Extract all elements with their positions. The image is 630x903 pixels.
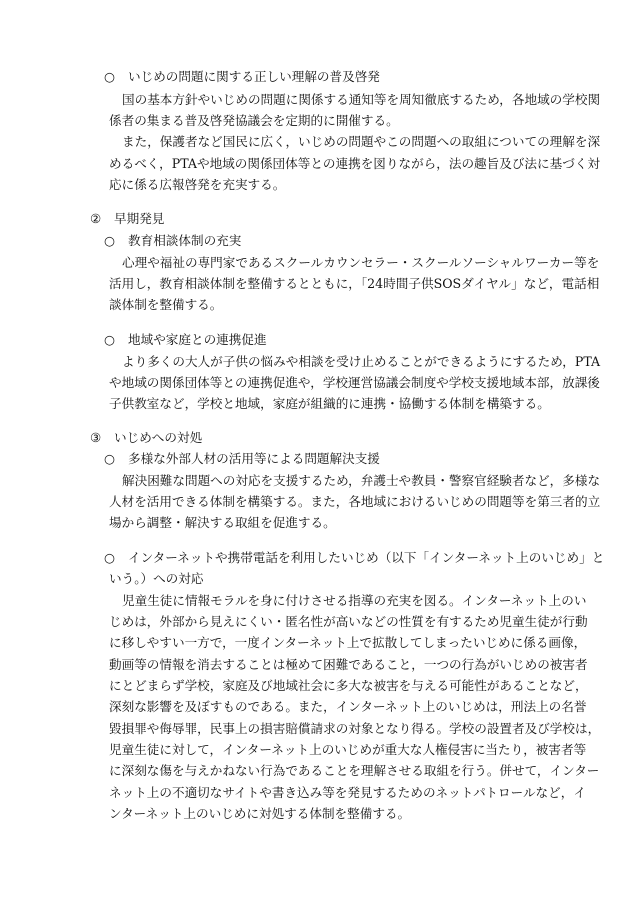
item-heading: 教育相談体制の充実 (128, 233, 242, 248)
body-line: また，保護者など国民に広く，いじめの問題やこの問題への取組についての理解を深 (122, 134, 601, 149)
item-heading: 多様な外部人材の活用等による問題解決支援 (128, 451, 380, 466)
section-number: ② (90, 211, 102, 226)
body-line: じめは，外部から見えにくい・匿名性が高いなどの性質を有するため児童生徒が行動 (109, 614, 588, 629)
body-line: 動画等の情報を消去することは極めて困難であること，一つの行為がいじめの被害者 (109, 657, 588, 672)
item-heading-continued: いう。）への対応 (109, 571, 204, 586)
body-line: 係者の集まる普及啓発協議会を定期的に開催する。 (109, 113, 399, 128)
body-line: 深刻な影響を及ぼすものである。また，インターネット上のいじめは，刑法上の名誉 (109, 699, 587, 714)
body-line: 児童生徒に対して，インターネット上のいじめが重大な人権侵害に当たり，被害者等 (109, 742, 587, 757)
body-line: 活用し，教育相談体制を整備するとともに，「24時間子供SOSダイヤル」など，電話相 (109, 276, 600, 291)
bullet-marker: ○ (104, 69, 115, 84)
body-line: に深刻な傷を与えかねない行為であることを理解させる取組を行う。併せて，インター (109, 763, 600, 778)
bullet-marker: ○ (104, 451, 115, 466)
body-line: めるべく，PTAや地域の関係団体等との連携を図りながら，法の趣旨及び法に基づく対 (109, 156, 600, 171)
body-line: 場から調整・解決する取組を促進する。 (109, 515, 336, 530)
bullet-marker: ○ (104, 233, 115, 248)
bullet-marker: ○ (104, 332, 115, 347)
body-line: 毀損罪や侮辱罪，民事上の損害賠償請求の対象となり得る。学校の設置者及び学校は， (109, 721, 601, 736)
section-title: 早期発見 (114, 211, 165, 226)
body-line: 子供教室など，学校と地域，家庭が組織的に連携・協働する体制を構築する。 (109, 396, 550, 411)
body-line: に移しやすい一方で，一度インターネット上で拡散してしまったいじめに係る画像， (109, 635, 587, 650)
bullet-marker: ○ (104, 550, 115, 565)
section-number: ③ (90, 430, 102, 445)
section-title: いじめへの対処 (114, 430, 203, 445)
body-line: や地域の関係団体等との連携促進や，学校運営協議会制度や学校支援地域本部，放課後 (109, 375, 600, 390)
body-line: 児童生徒に情報モラルを身に付けさせる指導の充実を図る。インターネット上のい (122, 593, 587, 608)
item-heading: 地域や家庭との連携促進 (128, 332, 267, 347)
body-line: 心理や福祉の専門家であるスクールカウンセラー・スクールソーシャルワーカー等を (122, 255, 600, 270)
item-heading: インターネットや携帯電話を利用したいじめ（以下「インターネット上のいじめ」と (128, 550, 605, 565)
body-line: 応に係る広報啓発を充実する。 (109, 177, 286, 192)
body-line: 解決困難な問題への対応を支援するため，弁護士や教員・警察官経験者など，多様な (122, 473, 601, 488)
body-line: ンターネット上のいじめに対処する体制を整備する。 (109, 806, 411, 821)
body-line: ネット上の不適切なサイトや書き込み等を発見するためのネットパトロールなど，イ (109, 785, 586, 800)
body-line: 国の基本方針やいじめの問題に関係する通知等を周知徹底するため，各地域の学校関 (122, 92, 601, 107)
body-line: より多くの大人が子供の悩みや相談を受け止めることができるようにするため，PTA (122, 354, 601, 369)
body-line: にとどまらず学校，家庭及び地域社会に多大な被害を与える可能性があることなど， (109, 678, 588, 693)
body-line: 談体制を整備する。 (109, 297, 223, 312)
body-line: 人材を活用できる体制を構築する。また，各地域におけるいじめの問題等を第三者的立 (109, 494, 601, 509)
item-heading: いじめの問題に関する正しい理解の普及啓発 (128, 69, 380, 84)
